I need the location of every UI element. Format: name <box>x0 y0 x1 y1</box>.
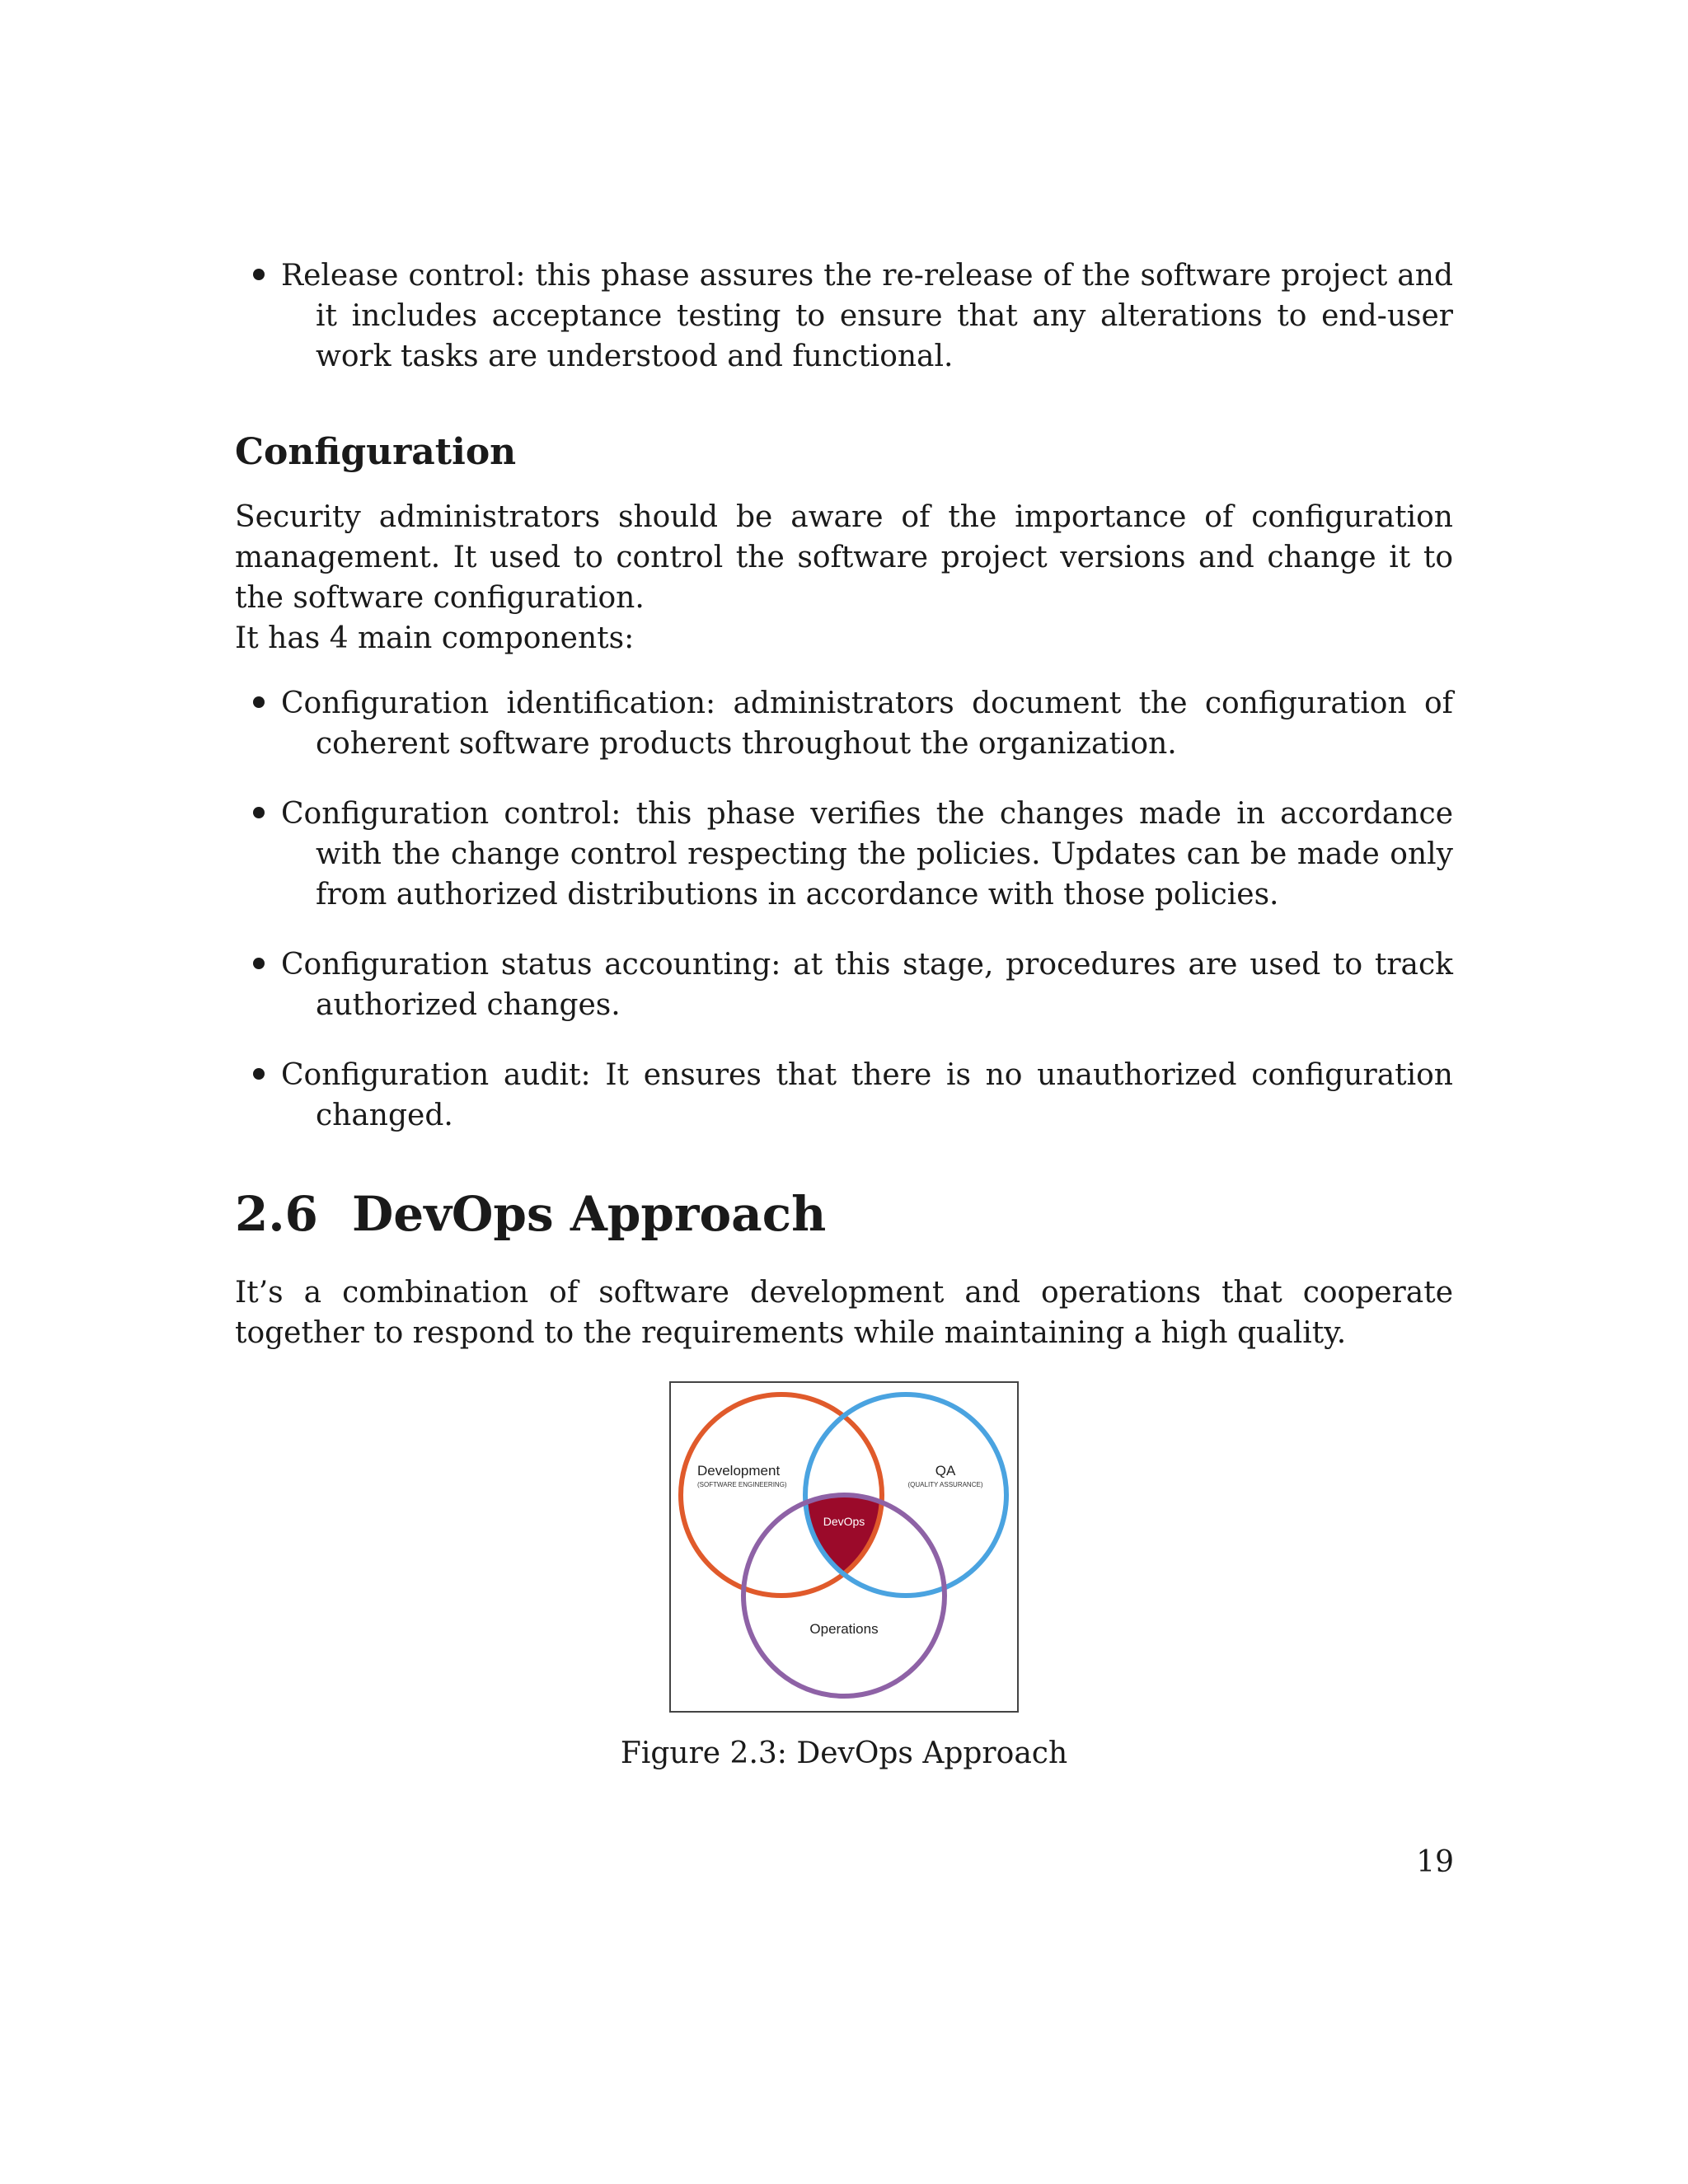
list-item-text: Configuration identification: administrators document the configuration of coherent software products throughout the organization. <box>281 687 1453 761</box>
qa-label: QA <box>935 1463 956 1479</box>
development-sublabel: (SOFTWARE ENGINEERING) <box>697 1481 787 1488</box>
list-item <box>235 794 1453 915</box>
bullet-text: Release control: this phase assures the re-release of the software project and it includes acceptance testing to ensure that any alterations to end-user work tasks are understood and functional. <box>281 259 1453 373</box>
development-label: Development <box>697 1463 781 1479</box>
section-number: 2.6 <box>235 1186 318 1242</box>
bullet-dot-icon <box>253 1068 265 1080</box>
page-number: 19 <box>1416 1845 1454 1879</box>
list-item <box>235 1055 1453 1136</box>
subsection-heading: Configuration <box>235 431 517 473</box>
list-item-text: Configuration audit: It ensures that there is no unauthorized configuration changed. <box>281 1058 1453 1132</box>
operations-label: Operations <box>809 1621 879 1637</box>
list-item <box>235 944 1453 1025</box>
bullet-dot-icon <box>253 958 265 969</box>
list-item-text: Configuration control: this phase verifies the changes made in accordance with the change control respecting the policies. Updates can be made only from authorized distributions in accordance with those policies. <box>281 797 1453 912</box>
page-content <box>235 255 1453 1353</box>
bullet-dot-icon <box>253 696 265 708</box>
qa-sublabel: (QUALITY ASSURANCE) <box>907 1481 983 1488</box>
devops-venn-figure <box>669 1381 1019 1713</box>
bullet-release-control <box>235 255 1453 377</box>
list-item-text: Configuration status accounting: at this stage, procedures are used to track authorized changes. <box>281 948 1453 1022</box>
section-title: DevOps Approach <box>352 1186 827 1242</box>
paragraph: Security administrators should be aware of the importance of configuration management. It used to control the software project versions and change it to the software configuration. <box>235 500 1453 615</box>
list-item <box>235 683 1453 764</box>
figure-caption: Figure 2.3: DevOps Approach <box>620 1736 1068 1770</box>
configuration-list <box>235 683 1453 1136</box>
venn-diagram <box>671 1383 1017 1711</box>
bullet-dot-icon <box>253 807 265 818</box>
bullet-dot-icon <box>253 269 265 280</box>
paragraph: It has 4 main components: <box>235 621 635 655</box>
section-heading <box>235 1185 1453 1243</box>
paragraph: It’s a combination of software development and operations that cooperate together to respond to the requirements while maintaining a high quality. <box>235 1276 1453 1350</box>
devops-label: DevOps <box>823 1515 865 1528</box>
